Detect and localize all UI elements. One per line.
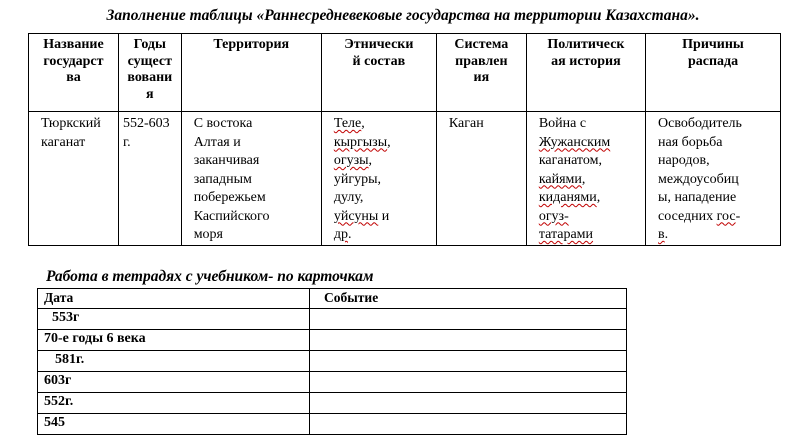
table-row xyxy=(38,372,627,393)
event-description[interactable] xyxy=(310,414,627,435)
event-description[interactable] xyxy=(310,351,627,372)
header-collapse-reasons: Причины распада xyxy=(646,34,781,112)
header-government-system: Система правлен ия xyxy=(436,34,526,112)
worksheet-title: Заполнение таблицы «Раннесредневековые государства на территории Казахстана». xyxy=(106,7,700,24)
cell-government: Каган xyxy=(436,112,526,246)
states-table-header-row xyxy=(29,34,781,112)
cell-years: 552-603 г. xyxy=(118,112,181,246)
header-date: Дата xyxy=(38,289,310,309)
header-ethnic-composition: Этнически й состав xyxy=(321,34,436,112)
events-table-header-row xyxy=(38,289,627,309)
event-description[interactable] xyxy=(310,309,627,330)
cell-territory: С востока Алтая и заканчивая западным побережьем Каспийского моря xyxy=(181,112,321,246)
event-date: 545 xyxy=(38,414,310,435)
events-table xyxy=(37,288,627,435)
header-event: Событие xyxy=(310,289,627,309)
event-date: 553г xyxy=(38,309,310,330)
event-date: 581г. xyxy=(38,351,310,372)
cell-collapse: Освободитель ная борьба народов, междоусобиц ы, нападение соседних гос- в. xyxy=(646,112,781,246)
table-row xyxy=(38,393,627,414)
event-date: 70-е годы 6 века xyxy=(38,330,310,351)
table-row xyxy=(29,112,781,246)
worksheet-subtitle: Работа в тетрадях с учебником- по карточкам xyxy=(46,268,374,285)
event-description[interactable] xyxy=(310,393,627,414)
table-row xyxy=(38,351,627,372)
cell-history: Война с Жужанским каганатом, кайями, киданями, огуз- татарами xyxy=(526,112,645,246)
header-years: Годы сущест вовани я xyxy=(118,34,181,112)
cell-ethnic: Теле, кыргызы, огузы, уйгуры, дулу, уйсуны и др. xyxy=(321,112,436,246)
table-row xyxy=(38,330,627,351)
header-state-name: Название государст ва xyxy=(29,34,119,112)
states-table xyxy=(28,33,781,246)
event-date: 552г. xyxy=(38,393,310,414)
table-row xyxy=(38,414,627,435)
table-row xyxy=(38,309,627,330)
event-date: 603г xyxy=(38,372,310,393)
header-political-history: Политическ ая история xyxy=(526,34,645,112)
header-territory: Территория xyxy=(181,34,321,112)
cell-state-name: Тюркский каганат xyxy=(29,112,119,246)
event-description[interactable] xyxy=(310,372,627,393)
event-description[interactable] xyxy=(310,330,627,351)
